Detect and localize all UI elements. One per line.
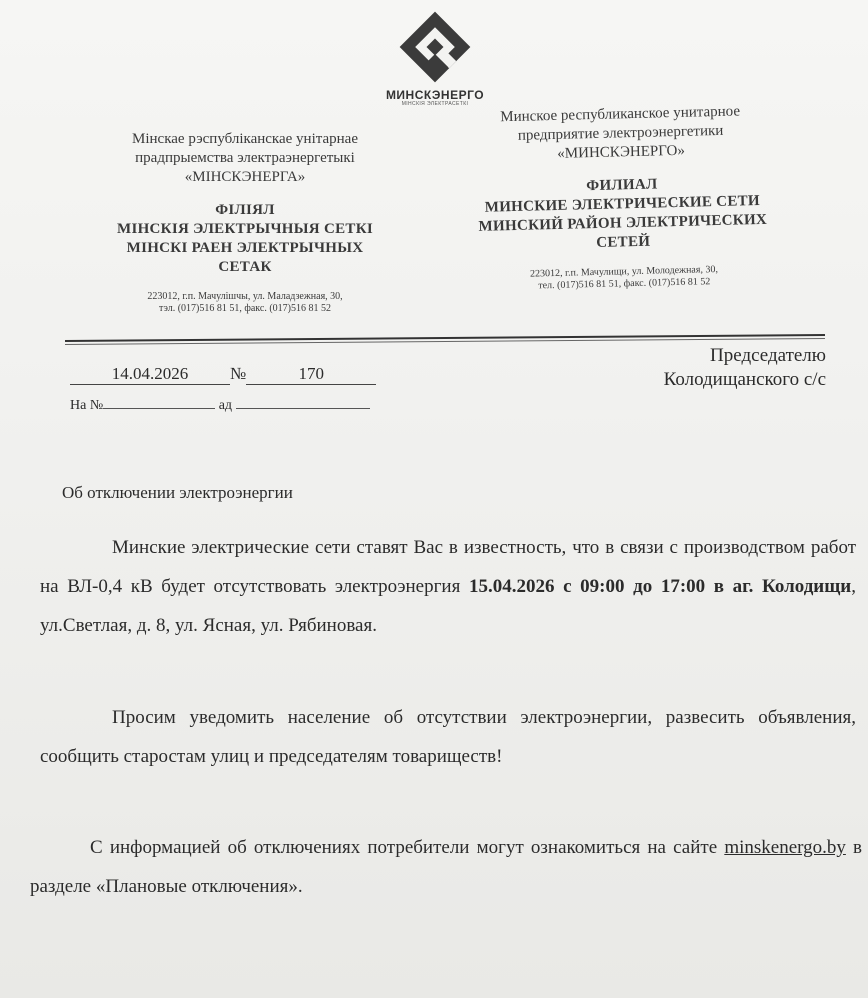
phone-line: тел. (017)516 81 51, факс. (017)516 81 52 — [538, 276, 711, 292]
brand-name: МИНСКЭНЕРГО — [385, 88, 485, 102]
website-link[interactable]: minskenergo.by — [724, 837, 846, 858]
branch-line: ФІЛІЯЛ — [215, 202, 275, 218]
org-line: «МІНСКЭНЕРГА» — [184, 169, 306, 185]
phone-line: тэл. (017)516 81 51, факс. (017)516 81 52 — [158, 303, 331, 314]
paragraph-text: С информацией об отключениях потребители могут ознакомиться на сайте — [90, 837, 725, 858]
branch-line: МИНСКИЕ ЭЛЕКТРИЧЕСКИЕ СЕТИ — [484, 192, 761, 216]
recipient-title: Председателю — [710, 345, 826, 366]
ref-from-label: ад — [218, 398, 233, 413]
letter-subject: Об отключении электроэнергии — [62, 483, 293, 502]
number-label: № — [230, 364, 247, 383]
address-line: 223012, г.п. Мачулішчы, ул. Маладзежная, 30, — [147, 291, 343, 302]
paragraph-text: Просим уведомить население об отсутствии электроэнергии, развесить объявления, сообщить старостам улиц и председателям товариществ! — [40, 707, 856, 767]
paragraph-text: , ул.Светлая, д. 8, ул. Ясная, ул. Рябиновая. — [40, 576, 856, 636]
org-line: «МИНСКЭНЕРГО» — [557, 142, 686, 162]
branch-line: МІНСКІЯ ЭЛЕКТРЫЧНЫЯ СЕТКІ — [116, 221, 374, 237]
org-line: предприятие электроэнергетики — [517, 122, 724, 144]
paragraph-website-info — [30, 828, 862, 906]
header-belarusian — [70, 130, 420, 315]
branch-line: МИНСКИЙ РАЙОН ЭЛЕКТРИЧЕСКИХ — [478, 211, 768, 235]
outgoing-reference — [70, 364, 376, 385]
brand-block — [360, 88, 510, 107]
branch-line: СЕТЕЙ — [596, 233, 651, 251]
letter-date: 14.04.2026 — [70, 364, 230, 385]
paragraph-outage-notice — [40, 528, 856, 645]
ref-date-blank — [236, 395, 370, 409]
ref-label: На № — [70, 398, 104, 413]
address-line: 223012, г.п. Мачулищи, ул. Молодежная, 30, — [529, 264, 719, 280]
header-russian — [430, 101, 814, 295]
paragraph-request — [40, 698, 856, 776]
paragraph-text: Минские электрические сети ставят Вас в известность, что в связи с производством работ на ВЛ-0,4 кВ будет отсутствовать электроэнергия — [40, 537, 856, 597]
brand-subtitle: МІНСКІЯ ЭЛЕКТРАСЕТКІ — [401, 101, 469, 107]
incoming-reference — [70, 395, 370, 414]
branch-line: МІНСКІ РАЕН ЭЛЕКТРЫЧНЫХ — [126, 240, 364, 256]
minskenergo-logo-icon — [398, 10, 472, 84]
org-line: Минское республиканское унитарное — [500, 103, 741, 126]
ref-number-blank — [103, 395, 215, 409]
letter-number: 170 — [246, 364, 376, 385]
recipient-block — [590, 344, 826, 392]
branch-line: ФИЛИАЛ — [586, 176, 658, 195]
recipient-org: Колодищанского с/с — [663, 369, 826, 390]
org-line: прадпрыемства электраэнергетыкі — [135, 150, 355, 166]
branch-line: СЕТАК — [218, 259, 272, 275]
org-line: Мінскае рэспубліканскае унітарнае — [132, 131, 358, 147]
paragraph-text: в разделе «Плановые отключения». — [30, 837, 862, 897]
outage-date-location: 15.04.2026 с 09:00 до 17:00 в аг. Колодищи — [468, 576, 852, 597]
